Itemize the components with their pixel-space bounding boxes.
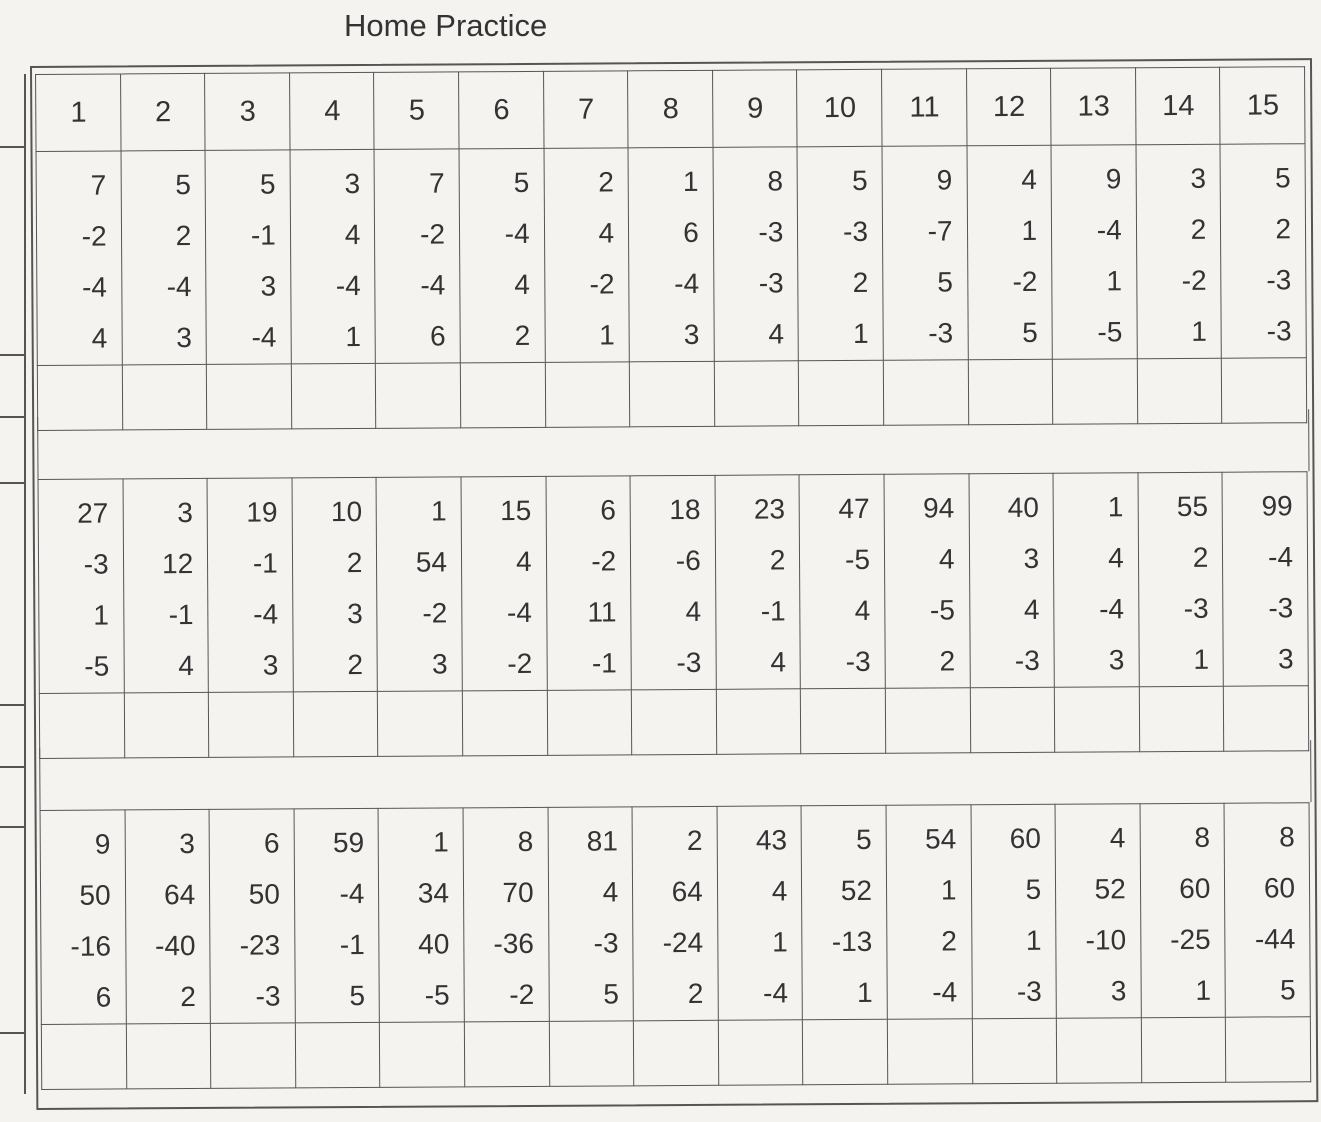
answer-box[interactable] [549, 1021, 634, 1087]
problem-number: 2 [686, 824, 703, 857]
problem-number: 2 [769, 544, 786, 576]
answer-box[interactable] [380, 1022, 465, 1088]
problem-number: -1 [591, 647, 617, 679]
problem-cell [1138, 472, 1224, 687]
problem-cell [717, 806, 803, 1021]
problem-number: -5 [84, 650, 110, 682]
answer-box[interactable] [126, 1023, 211, 1089]
divider [0, 146, 24, 148]
problem-number: 6 [429, 320, 446, 352]
problem-number: 9 [1105, 163, 1122, 195]
problem-cell [801, 805, 887, 1020]
problem-number: -13 [831, 925, 873, 958]
problem-number: 94 [922, 492, 955, 524]
answer-box[interactable] [211, 1023, 296, 1089]
practice-table-section-1 [35, 66, 1307, 431]
problem-number: -3 [758, 216, 784, 248]
problem-number: -4 [1096, 214, 1122, 246]
problems-row [36, 144, 1306, 366]
problem-cell [461, 476, 547, 691]
problem-number: 54 [925, 823, 957, 855]
problem-number: 8 [517, 825, 534, 858]
problem-cell [36, 151, 122, 366]
problem-number: 81 [586, 825, 618, 857]
problem-number: 4 [771, 875, 788, 907]
problem-number: -3 [83, 548, 109, 580]
problem-number: 50 [248, 878, 280, 910]
problem-number: 19 [246, 496, 278, 528]
column-number: 2 [120, 73, 205, 151]
problem-number: -40 [155, 930, 196, 962]
problem-number: 5 [1279, 974, 1296, 1006]
problem-number: -4 [932, 976, 958, 1008]
problem-number: 55 [1176, 490, 1209, 523]
problem-number: 4 [344, 218, 361, 251]
problem-number: 4 [768, 318, 785, 350]
previous-page-edge [0, 74, 26, 1094]
problems-row [38, 472, 1308, 694]
problem-number: -5 [1097, 316, 1123, 348]
answer-box[interactable] [972, 1018, 1057, 1084]
problem-number: 3 [176, 322, 192, 354]
problem-number: 40 [418, 928, 450, 960]
problem-number: 1 [772, 926, 788, 958]
problem-number: 18 [669, 493, 701, 526]
problem-number: 2 [852, 266, 869, 298]
column-number: 3 [205, 73, 290, 151]
problem-cell [715, 475, 801, 690]
problem-number: 7 [429, 167, 445, 199]
problem-number: -3 [1266, 315, 1292, 347]
problem-cell [713, 147, 799, 362]
problem-number: 52 [1094, 873, 1126, 905]
problem-cell [967, 145, 1053, 360]
problem-cell [971, 804, 1057, 1019]
problem-cell [546, 476, 632, 691]
column-number: 4 [289, 72, 374, 150]
problem-number: 8 [767, 165, 784, 197]
practice-table-section-2 [38, 471, 1310, 759]
problem-cell [1140, 803, 1226, 1018]
problem-number: 50 [79, 879, 111, 911]
problem-cell [797, 146, 883, 361]
problem-cell [886, 805, 972, 1020]
problem-cell [205, 150, 291, 365]
page-title: Home Practice [344, 8, 548, 43]
problem-number: 5 [259, 168, 276, 200]
problem-number: -3 [928, 317, 954, 349]
problem-number: -44 [1254, 923, 1296, 955]
problem-number: 27 [77, 497, 109, 529]
problem-number: -3 [842, 215, 869, 248]
problem-number: 2 [1192, 541, 1209, 573]
column-number: 9 [712, 70, 797, 148]
problem-number: 15 [500, 494, 532, 527]
problem-cell [38, 479, 124, 694]
problem-number: -4 [251, 321, 277, 353]
column-number: 12 [966, 68, 1051, 146]
problem-cell [209, 809, 295, 1024]
problem-number: -6 [675, 544, 701, 577]
problem-cell [969, 473, 1055, 688]
problem-number: -1 [339, 928, 365, 961]
problem-number: 4 [598, 217, 615, 249]
problem-number: -2 [1181, 264, 1207, 296]
problem-number: -2 [591, 545, 617, 577]
problem-number: 59 [332, 826, 365, 859]
problem-number: -3 [1014, 644, 1040, 676]
column-number: 5 [374, 72, 459, 150]
problem-number: 4 [1109, 822, 1126, 854]
problem-number: 2 [939, 645, 956, 677]
problem-number: 1 [433, 826, 449, 858]
problem-cell [123, 478, 209, 693]
problem-number: -4 [1268, 541, 1294, 573]
problem-number: -24 [662, 926, 704, 959]
problem-cell [207, 478, 293, 693]
problem-number: 2 [687, 977, 704, 1009]
column-number: 14 [1135, 67, 1220, 145]
problem-cell [632, 806, 718, 1021]
problem-cell [378, 808, 464, 1023]
section-spacer [37, 409, 1309, 479]
problem-number: 9 [94, 828, 111, 860]
problem-number: 1 [852, 317, 869, 349]
problem-number: 1 [682, 165, 699, 198]
answer-box[interactable] [718, 1020, 803, 1086]
problem-number: 2 [346, 546, 363, 579]
problem-number: 5 [851, 164, 868, 196]
problem-number: 1 [1191, 315, 1208, 347]
column-number: 11 [881, 69, 966, 147]
problem-cell [548, 807, 634, 1022]
problem-number: 3 [683, 318, 700, 351]
divider [0, 482, 24, 484]
problem-number: 60 [1179, 872, 1211, 904]
problem-number: 64 [164, 879, 196, 911]
problem-cell [1224, 803, 1310, 1018]
problem-number: 2 [347, 648, 364, 681]
problem-number: 1 [1106, 265, 1123, 297]
problem-number: -3 [593, 927, 619, 959]
problem-number: -3 [1268, 592, 1294, 624]
column-number: 8 [628, 70, 713, 148]
problem-number: 47 [838, 492, 870, 525]
section-spacer [39, 740, 1311, 810]
worksheet-frame [30, 58, 1318, 1110]
problem-number: 1 [1107, 491, 1124, 523]
problem-number: 1 [856, 976, 873, 1008]
problem-number: -10 [1085, 924, 1127, 956]
problem-number: -3 [676, 646, 702, 679]
problem-number: -4 [1099, 593, 1125, 625]
problem-number: 2 [1275, 213, 1292, 245]
problem-number: 11 [587, 596, 617, 628]
problem-number: 3 [179, 828, 196, 860]
problem-number: -4 [253, 598, 279, 630]
column-number-row [36, 67, 1305, 152]
problem-number: -2 [1012, 265, 1038, 298]
problem-number: 34 [417, 877, 450, 909]
problem-number: -1 [168, 599, 194, 631]
problem-number: 3 [1190, 162, 1207, 194]
problem-number: 12 [161, 548, 194, 580]
problem-number: 4 [938, 543, 955, 575]
problem-number: -2 [509, 978, 535, 1011]
problem-cell [1222, 472, 1308, 687]
problem-number: 1 [431, 495, 447, 527]
problem-number: 2 [180, 981, 196, 1013]
problem-number: 60 [1263, 872, 1296, 904]
answer-box[interactable] [634, 1020, 719, 1086]
problem-number: -3 [1183, 592, 1209, 624]
problem-number: 4 [770, 646, 787, 678]
problem-number: -4 [166, 271, 192, 303]
problem-cell [628, 147, 714, 362]
problem-number: 1 [940, 874, 957, 906]
problem-number: 3 [1110, 975, 1127, 1007]
problem-number: -4 [506, 596, 533, 629]
problem-number: -3 [1016, 975, 1042, 1007]
problem-cell [374, 149, 460, 364]
problem-number: -3 [1266, 264, 1292, 296]
problem-number: -23 [239, 929, 281, 961]
answer-box[interactable] [887, 1019, 972, 1085]
divider [0, 766, 24, 768]
problem-number: 8 [1279, 821, 1295, 853]
problem-number: 2 [941, 925, 957, 957]
problem-number: 6 [95, 981, 112, 1013]
problem-cell [799, 474, 885, 689]
problem-cell [125, 809, 211, 1024]
problem-number: -3 [845, 645, 871, 678]
problems-row [40, 803, 1310, 1025]
problem-number: -3 [255, 980, 281, 1012]
problem-cell [376, 477, 462, 692]
problem-number: 5 [349, 979, 366, 1012]
problem-number: 5 [1022, 316, 1038, 348]
problem-number: -25 [1170, 923, 1211, 956]
column-number: 15 [1220, 67, 1305, 145]
problem-number: -4 [674, 267, 700, 300]
problem-number: 3 [260, 270, 277, 302]
problem-number: 7 [90, 169, 107, 201]
problem-number: 4 [1021, 163, 1037, 195]
column-number: 10 [797, 69, 882, 147]
problem-number: 3 [347, 597, 363, 630]
problem-cell [544, 148, 630, 363]
problem-number: 4 [602, 876, 619, 908]
problem-number: 54 [415, 546, 448, 578]
problem-number: 64 [671, 875, 703, 908]
answer-box[interactable] [295, 1022, 380, 1088]
problem-number: 40 [1007, 491, 1039, 524]
problem-number: 5 [937, 266, 953, 298]
problem-number: -1 [252, 547, 278, 579]
answer-box[interactable] [1056, 1018, 1141, 1084]
column-number: 7 [543, 71, 628, 149]
problem-number: -2 [420, 218, 446, 250]
answer-box[interactable] [803, 1019, 888, 1085]
problem-cell [1051, 145, 1137, 360]
problem-cell [290, 149, 376, 364]
problem-cell [1053, 473, 1139, 688]
answer-box[interactable] [1141, 1017, 1226, 1083]
practice-table-section-3 [40, 802, 1312, 1090]
problem-number: -36 [493, 927, 535, 960]
column-number: 13 [1051, 68, 1136, 146]
problem-number: 1 [1025, 924, 1042, 956]
problem-number: 5 [856, 823, 872, 855]
problem-number: 52 [840, 874, 873, 907]
problem-number: 8 [1194, 821, 1211, 853]
divider [0, 826, 24, 828]
problem-number: -1 [760, 595, 786, 627]
problem-number: 2 [1190, 213, 1207, 245]
problem-number: 60 [1009, 822, 1041, 855]
problem-cell [463, 807, 549, 1022]
answer-box[interactable] [41, 1024, 126, 1090]
problem-cell [459, 148, 545, 363]
problem-cell [884, 474, 970, 689]
column-number: 1 [36, 74, 121, 152]
problem-number: 99 [1261, 490, 1293, 522]
problem-number: 6 [600, 494, 616, 526]
problem-number: -4 [504, 217, 530, 250]
problem-number: -4 [335, 269, 361, 302]
divider [0, 416, 24, 418]
problem-number: 3 [431, 648, 448, 680]
problem-number: 5 [1025, 873, 1042, 905]
problem-cell [294, 808, 380, 1023]
problem-number: -7 [927, 215, 953, 247]
problem-number: -4 [81, 271, 108, 303]
divider [0, 1032, 24, 1034]
problem-cell [40, 810, 126, 1025]
problem-number: 3 [262, 649, 279, 681]
problem-number: 4 [1108, 542, 1124, 574]
problem-number: 5 [603, 978, 619, 1010]
problem-number: 1 [599, 319, 615, 351]
column-number: 6 [459, 71, 544, 149]
problem-number: -5 [424, 979, 450, 1011]
problem-number: 9 [936, 164, 953, 196]
problem-number: 3 [344, 167, 361, 200]
problem-number: 4 [178, 650, 194, 682]
problem-number: 1 [345, 320, 362, 353]
problem-cell [882, 146, 968, 361]
problem-number: 43 [755, 824, 788, 856]
problem-number: 70 [502, 876, 534, 909]
problem-number: -3 [758, 267, 784, 299]
problem-cell [292, 477, 378, 692]
answers-row [41, 1017, 1310, 1090]
problem-number: -5 [929, 594, 955, 626]
problem-number: 3 [177, 497, 194, 529]
problem-cell [121, 150, 207, 365]
problem-number: 4 [685, 595, 702, 628]
problem-cell [1136, 144, 1222, 359]
problem-number: -4 [763, 977, 789, 1009]
problem-number: -2 [422, 597, 448, 629]
problem-number: -4 [420, 269, 446, 301]
problem-number: -1 [250, 219, 276, 251]
problem-number: 6 [263, 827, 280, 859]
problem-number: -2 [507, 647, 533, 680]
problem-number: -2 [81, 220, 107, 252]
problem-cell [1220, 144, 1306, 359]
problem-number: -5 [844, 543, 871, 576]
problem-number: 4 [1023, 593, 1040, 625]
problem-number: 1 [1195, 974, 1212, 1006]
problem-number: 3 [1277, 643, 1294, 675]
problem-number: 5 [175, 169, 192, 201]
problem-number: 3 [1108, 644, 1125, 676]
problem-number: -2 [589, 268, 615, 300]
problem-number: 6 [683, 216, 699, 249]
problem-number: 1 [1193, 643, 1210, 675]
problem-number: -4 [339, 877, 365, 910]
problem-number: 1 [1021, 214, 1038, 246]
problem-number: 2 [514, 319, 531, 352]
problem-number: 23 [753, 493, 786, 525]
problem-number: 1 [93, 599, 110, 631]
answer-box[interactable] [1226, 1017, 1311, 1083]
problem-number: 5 [513, 166, 530, 199]
problem-number: 3 [1023, 542, 1040, 574]
problem-number: 2 [598, 166, 614, 198]
problem-number: 4 [515, 545, 532, 578]
problem-number: 4 [91, 322, 108, 354]
problem-cell [1055, 804, 1141, 1019]
problem-number: 2 [175, 220, 192, 252]
problem-number: 4 [854, 594, 871, 626]
divider [0, 354, 24, 356]
problem-number: 10 [330, 495, 363, 528]
problem-number: 5 [1275, 162, 1291, 194]
problem-cell [630, 475, 716, 690]
answer-box[interactable] [464, 1021, 549, 1087]
problem-number: -16 [70, 930, 112, 962]
divider [0, 704, 24, 706]
problem-number: 4 [514, 268, 531, 301]
